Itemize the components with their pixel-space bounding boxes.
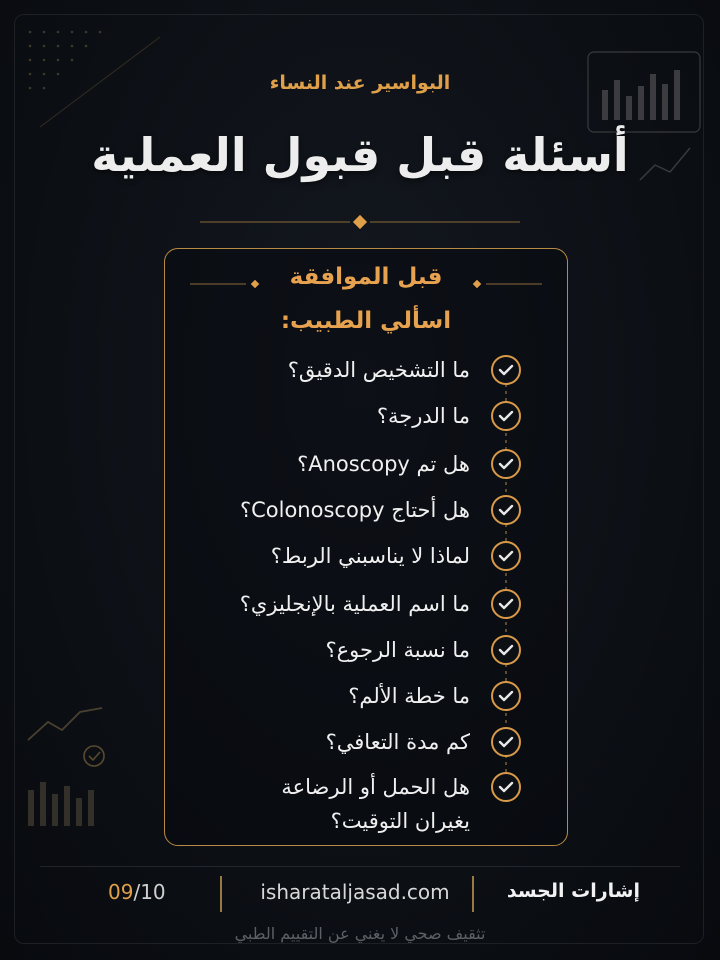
question-text: ما التشخيص الدقيق؟: [287, 358, 470, 382]
check-circle-icon: [490, 354, 522, 386]
check-circle-icon: [490, 680, 522, 712]
footer-separator: [220, 876, 222, 912]
list-item: [0, 633, 720, 679]
footer-brand: إشارات الجسد: [506, 880, 640, 902]
list-item: [0, 399, 720, 445]
card-subtitle: اسألي الطبيب:: [280, 308, 452, 334]
check-circle-icon: [490, 400, 522, 432]
list-item: [0, 493, 720, 539]
check-circle-icon: [490, 494, 522, 526]
list-item: [0, 770, 720, 840]
footer-site: isharataljasad.com: [260, 880, 450, 904]
question-text: ما نسبة الرجوع؟: [325, 638, 470, 662]
check-circle-icon: [490, 540, 522, 572]
card-title: قبل الموافقة: [289, 264, 443, 290]
list-item: [0, 725, 720, 771]
question-text: ما الدرجة؟: [376, 404, 470, 428]
list-item: [0, 353, 720, 399]
question-text: هل الحمل أو الرضاعة يغيران التوقيت؟: [281, 775, 470, 833]
footer-separator: [472, 876, 474, 912]
page-current: 09: [108, 880, 134, 904]
footer-disclaimer: تثقيف صحي لا يغني عن التقييم الطبي: [234, 924, 486, 943]
page-number: [108, 880, 166, 904]
question-text: هل تم Anoscopy؟: [297, 452, 470, 476]
footer-divider: [40, 866, 680, 867]
question-text: كم مدة التعافي؟: [325, 730, 470, 754]
page-title: أسئلة قبل قبول العملية: [91, 128, 629, 182]
list-item: [0, 679, 720, 725]
list-item: [0, 539, 720, 585]
page-kicker: البواسير عند النساء: [269, 72, 451, 94]
list-item: [0, 587, 720, 633]
check-circle-icon: [490, 588, 522, 620]
check-circle-icon: [490, 634, 522, 666]
list-item: [0, 447, 720, 493]
check-circle-icon: [490, 448, 522, 480]
check-circle-icon: [490, 726, 522, 758]
question-text: لماذا لا يناسبني الربط؟: [270, 544, 470, 568]
question-text: ما خطة الألم؟: [348, 684, 470, 708]
check-circle-icon: [490, 771, 522, 803]
question-text: هل أحتاج Colonoscopy؟: [239, 498, 470, 522]
question-text: ما اسم العملية بالإنجليزي؟: [239, 592, 470, 616]
page-total: /10: [133, 880, 166, 904]
